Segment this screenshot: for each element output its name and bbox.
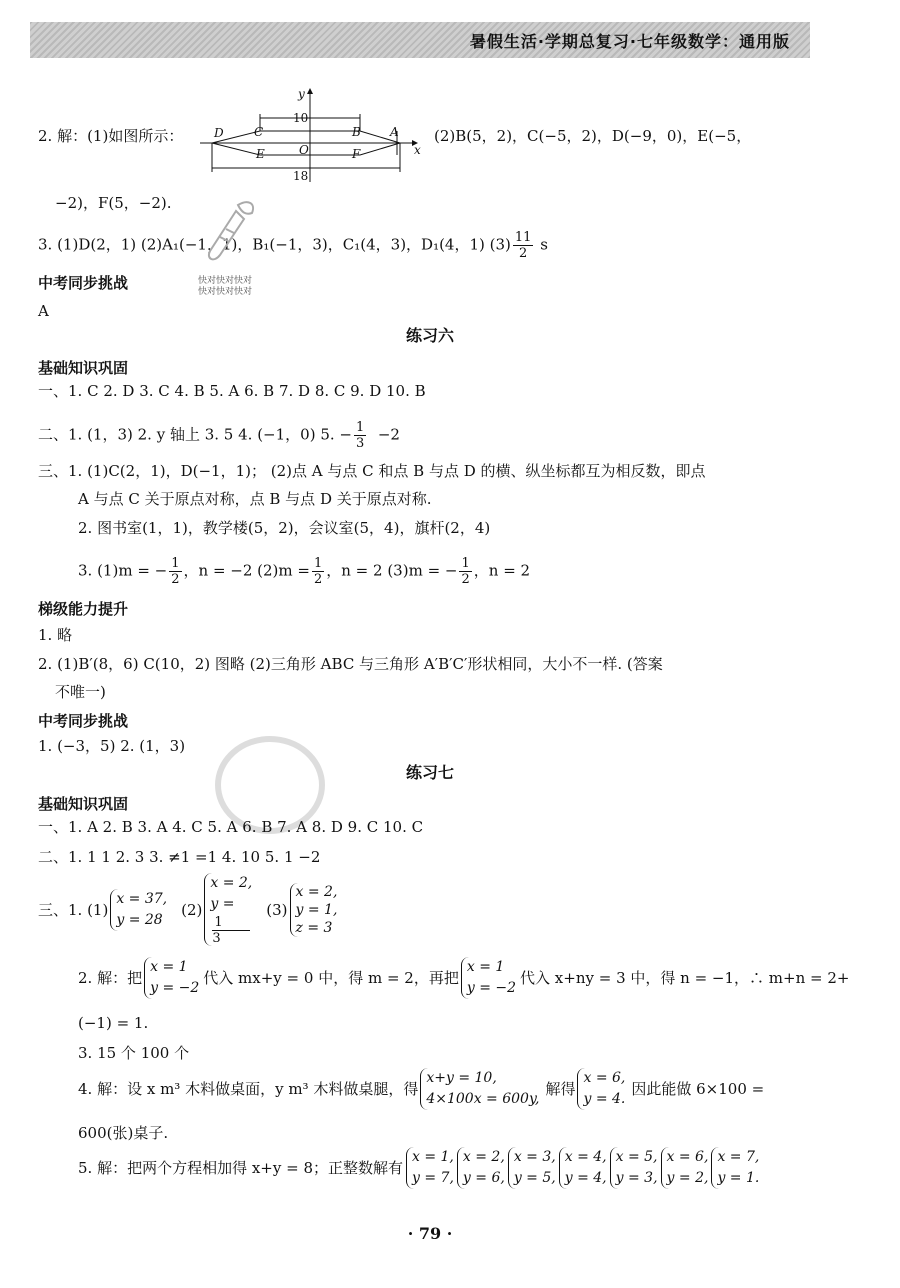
solution-system: x = 7, y = 1.: [711, 1147, 759, 1189]
label-bottom-length: 18: [293, 169, 309, 183]
ex6-tj-2-cont: 不唯一): [55, 683, 106, 701]
ex6-q3-item2: 2. 图书室(1，1)，教学楼(5，2)，会议室(5，4)，旗杆(2，4): [78, 519, 491, 537]
x-axis-label: x: [414, 143, 421, 157]
section-heading-tj: 梯级能力提升: [38, 600, 129, 618]
ex6-tj-2: 2. (1)B′(8，6) C(10，2) 图略 (2)三角形 ABC 与三角形 A′B′C′形状相同，大小不一样. (答案: [38, 655, 663, 673]
label-D: D: [214, 126, 224, 140]
carrot-stamp-icon: [198, 193, 260, 271]
p2-part2: (2)B(5，2)，C(−5，2)，D(−9，0)，E(−5，: [434, 127, 752, 145]
ex6-q3-line1: 三、1. (1)C(2，1)，D(−1，1)； (2)点 A 与点 C 和点 B 与点 D 的横、纵坐标都互为相反数，即点: [38, 462, 706, 480]
system-2: x = 2, y = 1 3: [204, 873, 252, 946]
watermark-text-1: 快对快对快对: [198, 276, 253, 286]
solution-system: x = 4, y = 4,: [559, 1147, 607, 1189]
system-3: x = 2, y = 1, z = 3: [290, 883, 338, 937]
ex6-tj-1: 1. 略: [38, 626, 73, 644]
page-header: [30, 22, 810, 58]
solution-system: x = 1, y = 7,: [406, 1147, 454, 1189]
ex6-fill-fraction: $\frac{1}{3}$: [355, 420, 365, 451]
ex7-choice: 一、1. A 2. B 3. A 4. C 5. A 6. B 7. A 8. D 9. C 10. C: [38, 818, 424, 836]
label-F: F: [352, 147, 361, 161]
ex6-q3-item3: 3. (1)m = − $\frac{1}{2}$ ，n = −2 (2)m = $\frac{1}{2}$ ，n = 2 (3)m = − $\frac{1}{2}$ ，n = 2: [78, 556, 531, 587]
label-top-length: 10: [293, 111, 309, 125]
system-1: x = 37, y = 28: [110, 889, 167, 931]
p2-intro: 2. 解：(1)如图所示：: [38, 127, 184, 145]
ex7-q3-item3: 3. 15 个 100 个: [78, 1044, 190, 1062]
section-heading-jc6: 基础知识巩固: [38, 359, 129, 377]
ex7-q3-item5: 5. 解：把两个方程相加得 x+y = 8；正整数解有 x = 1, y = 7, x = 2, y = 6, x = 3, y = 5, x = 4, y = 4, x = 5, y = 3, x = 6, y = 2, x = 7, y = 1.: [78, 1147, 759, 1189]
ex7-q3-item2-cont: (−1) = 1.: [78, 1014, 149, 1032]
label-C: C: [254, 125, 264, 139]
ex6-choice: 一、1. C 2. D 3. C 4. B 5. A 6. B 7. D 8. C 9. D 10. B: [38, 382, 426, 400]
p2-cont: −2)，F(5，−2).: [55, 194, 172, 212]
ex7-q3-item1: 三、1. (1) x = 37, y = 28 (2) x = 2, y = 1 3 (3) x = 2, y = 1, z = 3: [38, 875, 338, 946]
watermark-text-2: 快对快对快对: [198, 287, 253, 297]
header-title: 暑假生活·学期总复习·七年级数学：通用版: [469, 31, 790, 51]
solution-system: x = 6, y = 2,: [661, 1147, 709, 1189]
p3-fraction: $\frac{11}{2}$: [514, 230, 532, 261]
ex7-q3-item4-cont: 600(张)桌子.: [78, 1124, 169, 1142]
label-O: O: [299, 143, 309, 157]
exercise-6-title: 练习六: [405, 326, 454, 345]
exercise-7-title: 练习七: [405, 763, 454, 782]
coordinate-figure: [200, 88, 426, 184]
ex6-q3-line2: A 与点 C 关于原点对称，点 B 与点 D 关于原点对称.: [78, 490, 432, 508]
ex7-q3-item4: 4. 解：设 x m³ 木料做桌面，y m³ 木料做桌腿，得 x+y = 10, 4×100x = 600y, 解得 x = 6, y = 4. 因此能做 6×100 =: [78, 1068, 764, 1110]
solution-system: x = 3, y = 5,: [508, 1147, 556, 1189]
ex7-q3-item2: 2. 解：把 x = 1 y = −2 代入 mx+y = 0 中，得 m = 2，再把 x = 1 y = −2 代入 x+ny = 3 中，得 n = −1，∴ m+n = 2+: [78, 957, 849, 999]
solution-list: [403, 1147, 759, 1189]
ex6-zk-answers: 1. (−3，5) 2. (1，3): [38, 737, 186, 755]
section-heading-zk2: 中考同步挑战: [38, 712, 129, 730]
ex7-fill: 二、1. 1 1 2. 3 3. ≠1 =1 4. 10 5. 1 −2: [38, 848, 321, 866]
section-heading-zk1: 中考同步挑战: [38, 274, 129, 292]
ex6-fill: 二、1. (1，3) 2. y 轴上 3. 5 4. (−1，0) 5. − $\frac{1}{3}$ −2: [38, 420, 400, 451]
y-axis-label: y: [298, 88, 305, 101]
label-B: B: [352, 125, 361, 139]
p3-line: 3. (1)D(2，1) (2)A₁(−1，1)，B₁(−1，3)，C₁(4，3)，D₁(4，1) (3) $\frac{11}{2}$ s: [38, 230, 548, 261]
label-A: A: [390, 125, 399, 139]
label-E: E: [256, 147, 265, 161]
page-number: · 79 ·: [407, 1224, 453, 1243]
section-heading-jc7: 基础知识巩固: [38, 795, 129, 813]
answer-A: A: [38, 302, 49, 320]
solution-system: x = 2, y = 6,: [457, 1147, 505, 1189]
p3-text: 3. (1)D(2，1) (2)A₁(−1，1)，B₁(−1，3)，C₁(4，3)，D₁(4，1) (3): [38, 235, 511, 254]
solution-system: x = 5, y = 3,: [610, 1147, 658, 1189]
